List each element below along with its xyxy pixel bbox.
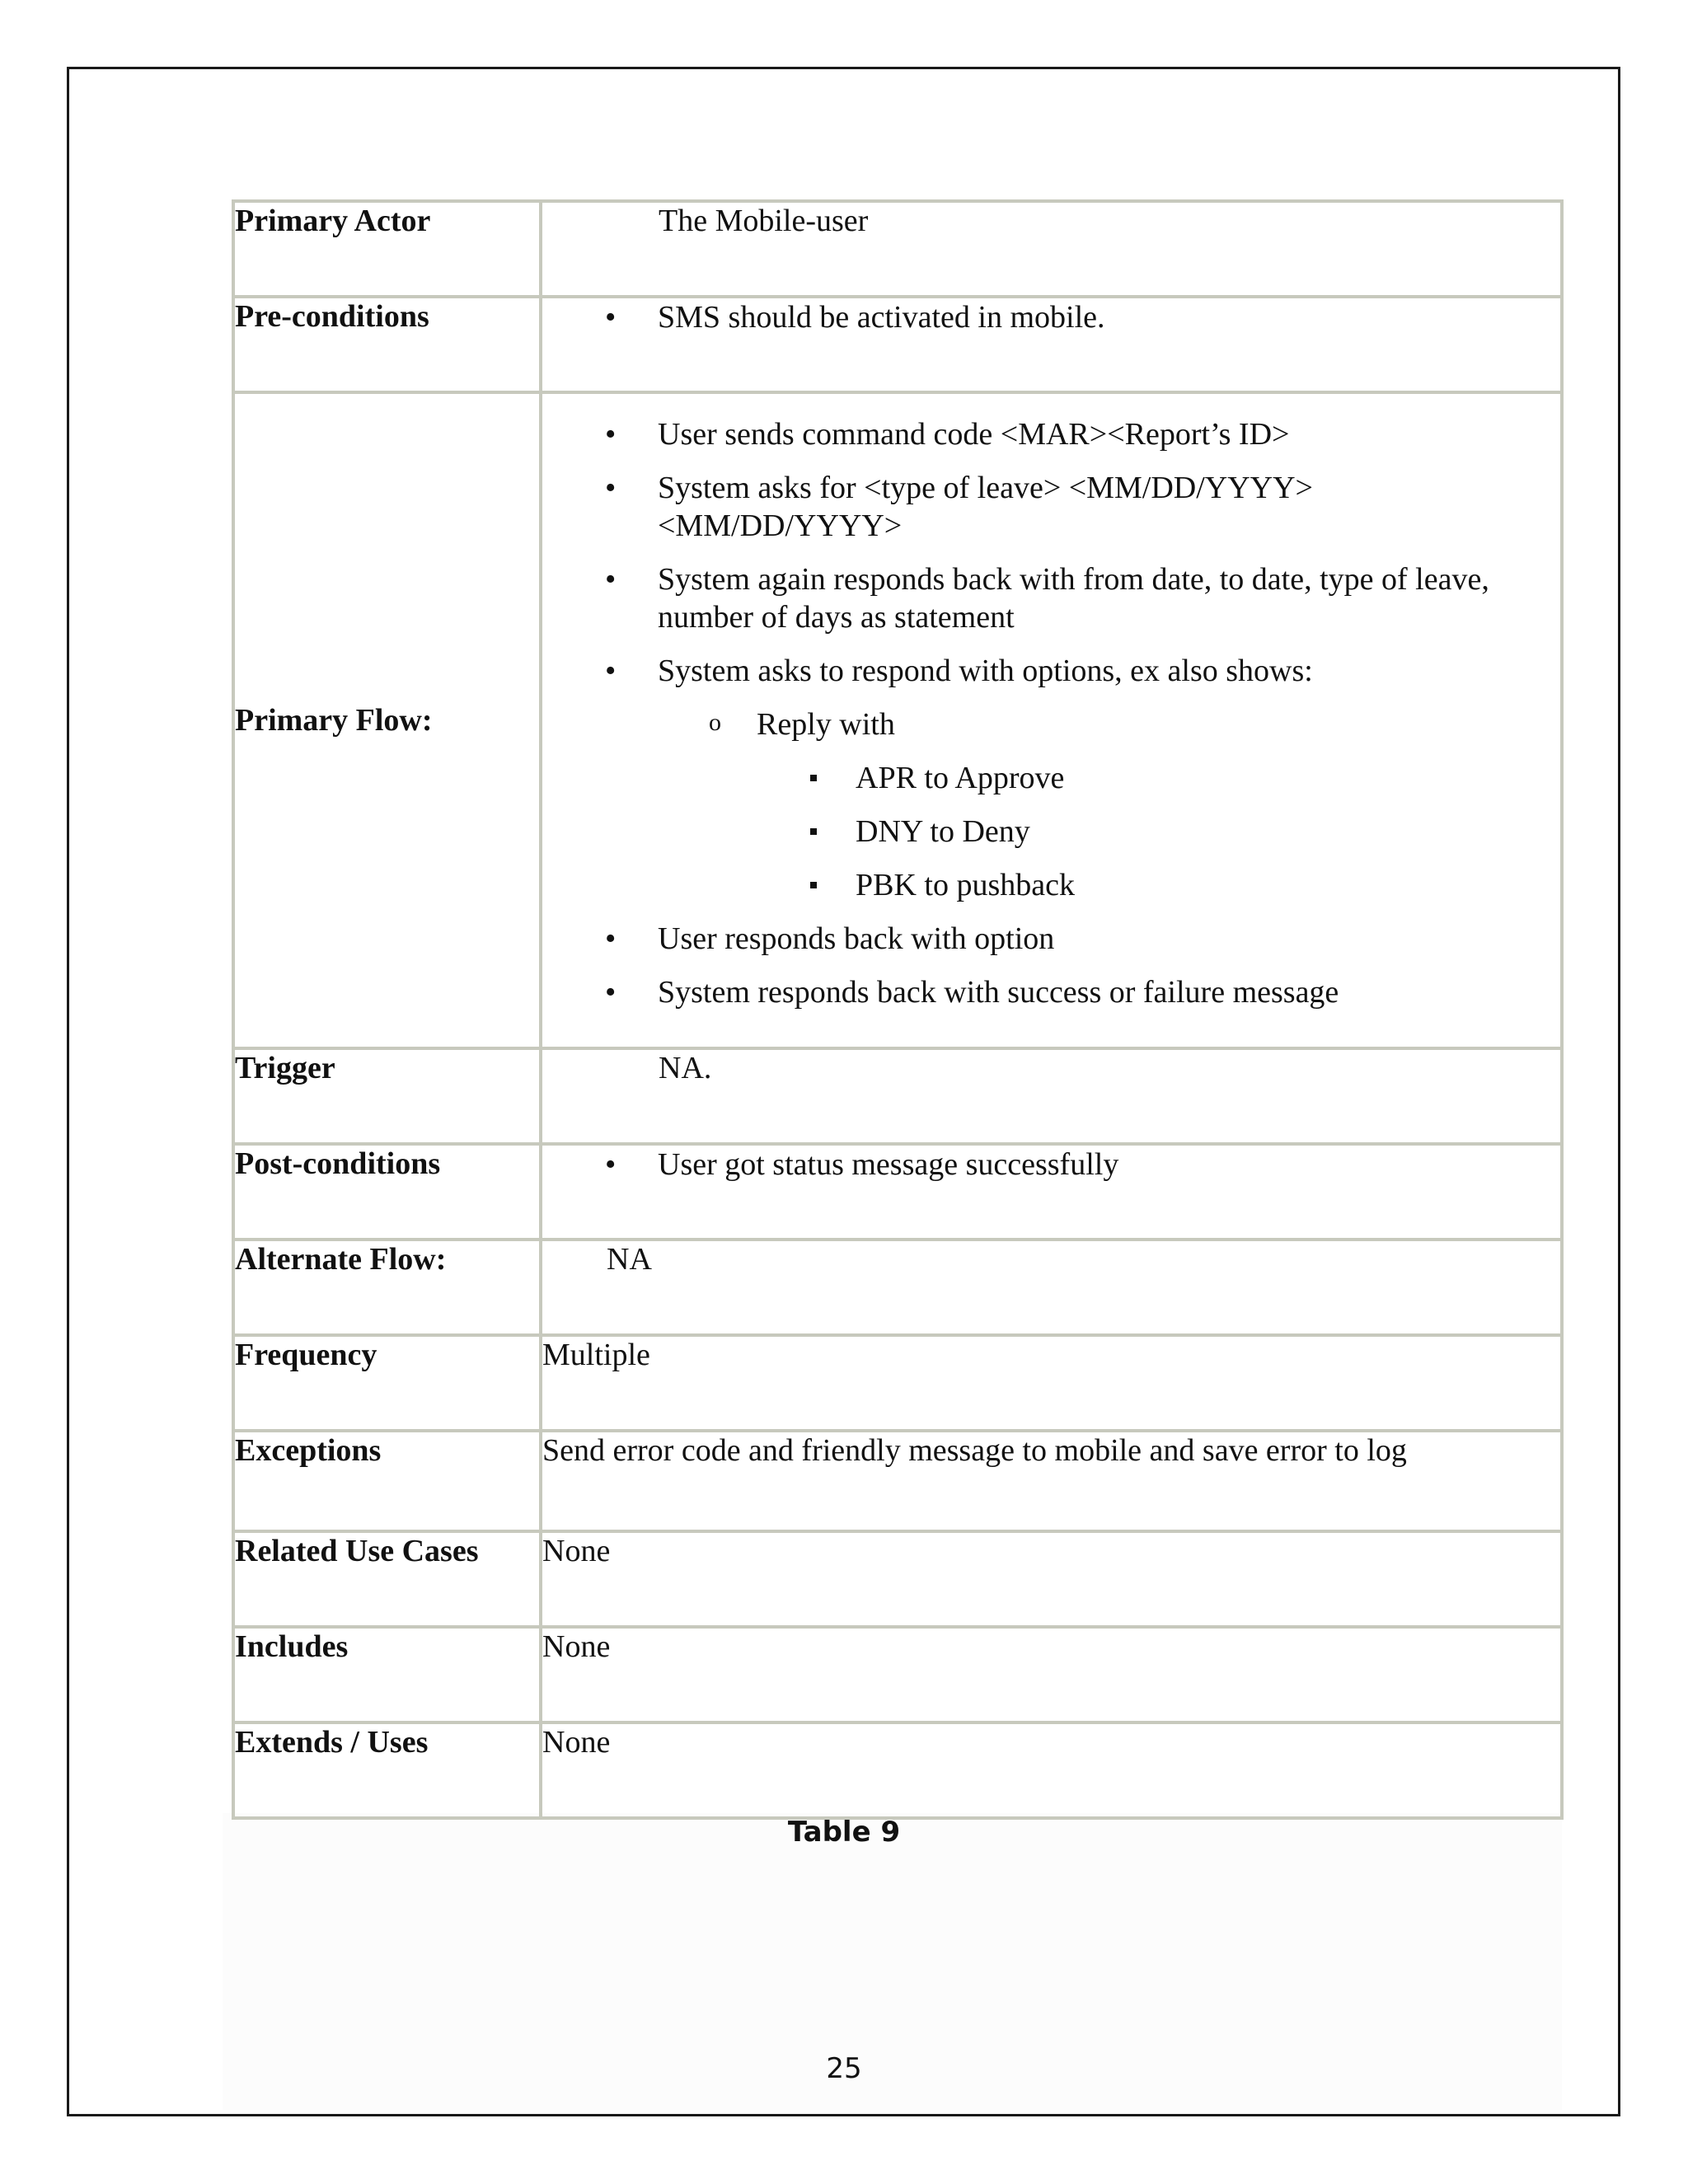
use-case-table xyxy=(232,199,1564,1820)
row-label: Primary Flow: xyxy=(233,392,541,1048)
trigger-value: NA. xyxy=(541,1048,1562,1144)
frequency-value: Multiple xyxy=(541,1335,1562,1431)
table-row xyxy=(233,1431,1562,1531)
list-item: • SMS should be activated in mobile. xyxy=(658,298,1560,336)
list-item: • System again responds back with from date, to date, type of leave, number of days as statement xyxy=(658,560,1560,636)
table-row xyxy=(233,1627,1562,1722)
table-row xyxy=(233,297,1562,392)
list-item-text: System asks to respond with options, ex also shows: xyxy=(658,654,1313,688)
row-label: Post-conditions xyxy=(233,1144,541,1240)
list-item: • System responds back with success or failure message xyxy=(658,973,1560,1011)
row-label: Includes xyxy=(233,1627,541,1722)
row-label: Related Use Cases xyxy=(233,1531,541,1627)
post-conditions-value xyxy=(541,1144,1562,1240)
includes-value: None xyxy=(541,1627,1562,1722)
table-row xyxy=(233,1335,1562,1431)
list-item: • User responds back with option xyxy=(658,920,1560,958)
table-row xyxy=(233,1722,1562,1818)
row-label: Pre-conditions xyxy=(233,297,541,392)
table-row xyxy=(233,1048,1562,1144)
table-row xyxy=(233,201,1562,297)
table-row xyxy=(233,1144,1562,1240)
option-item: APR to Approve xyxy=(856,759,1560,797)
related-use-cases-value: None xyxy=(541,1531,1562,1627)
primary-actor-value: The Mobile-user xyxy=(541,201,1562,297)
option-item: PBK to pushback xyxy=(856,866,1560,904)
list-item xyxy=(658,652,1560,904)
alternate-flow-value: NA xyxy=(541,1240,1562,1335)
page-number: 25 xyxy=(826,2052,862,2085)
primary-flow-value xyxy=(541,392,1562,1048)
table-row xyxy=(233,392,1562,1048)
option-item: DNY to Deny xyxy=(856,813,1560,851)
list-item: • System asks for <type of leave> <MM/DD/YYYY> <MM/DD/YYYY> xyxy=(658,469,1367,545)
table-row xyxy=(233,1240,1562,1335)
row-label: Exceptions xyxy=(233,1431,541,1531)
table-row xyxy=(233,1531,1562,1627)
row-label: Frequency xyxy=(233,1335,541,1431)
pre-conditions-value xyxy=(541,297,1562,392)
row-label: Primary Actor xyxy=(233,201,541,297)
extends-uses-value: None xyxy=(541,1722,1562,1818)
sub-list-item xyxy=(757,705,1560,904)
table-caption: Table 9 xyxy=(787,1816,901,1849)
row-label: Trigger xyxy=(233,1048,541,1144)
row-label: Extends / Uses xyxy=(233,1722,541,1818)
list-item: • User sends command code <MAR><Report’s ID> xyxy=(658,415,1560,453)
row-label: Alternate Flow: xyxy=(233,1240,541,1335)
exceptions-value: Send error code and friendly message to mobile and save error to log xyxy=(541,1431,1562,1531)
sub-list-item-text: Reply with xyxy=(757,707,895,742)
list-item: • User got status message successfully xyxy=(658,1146,1560,1183)
